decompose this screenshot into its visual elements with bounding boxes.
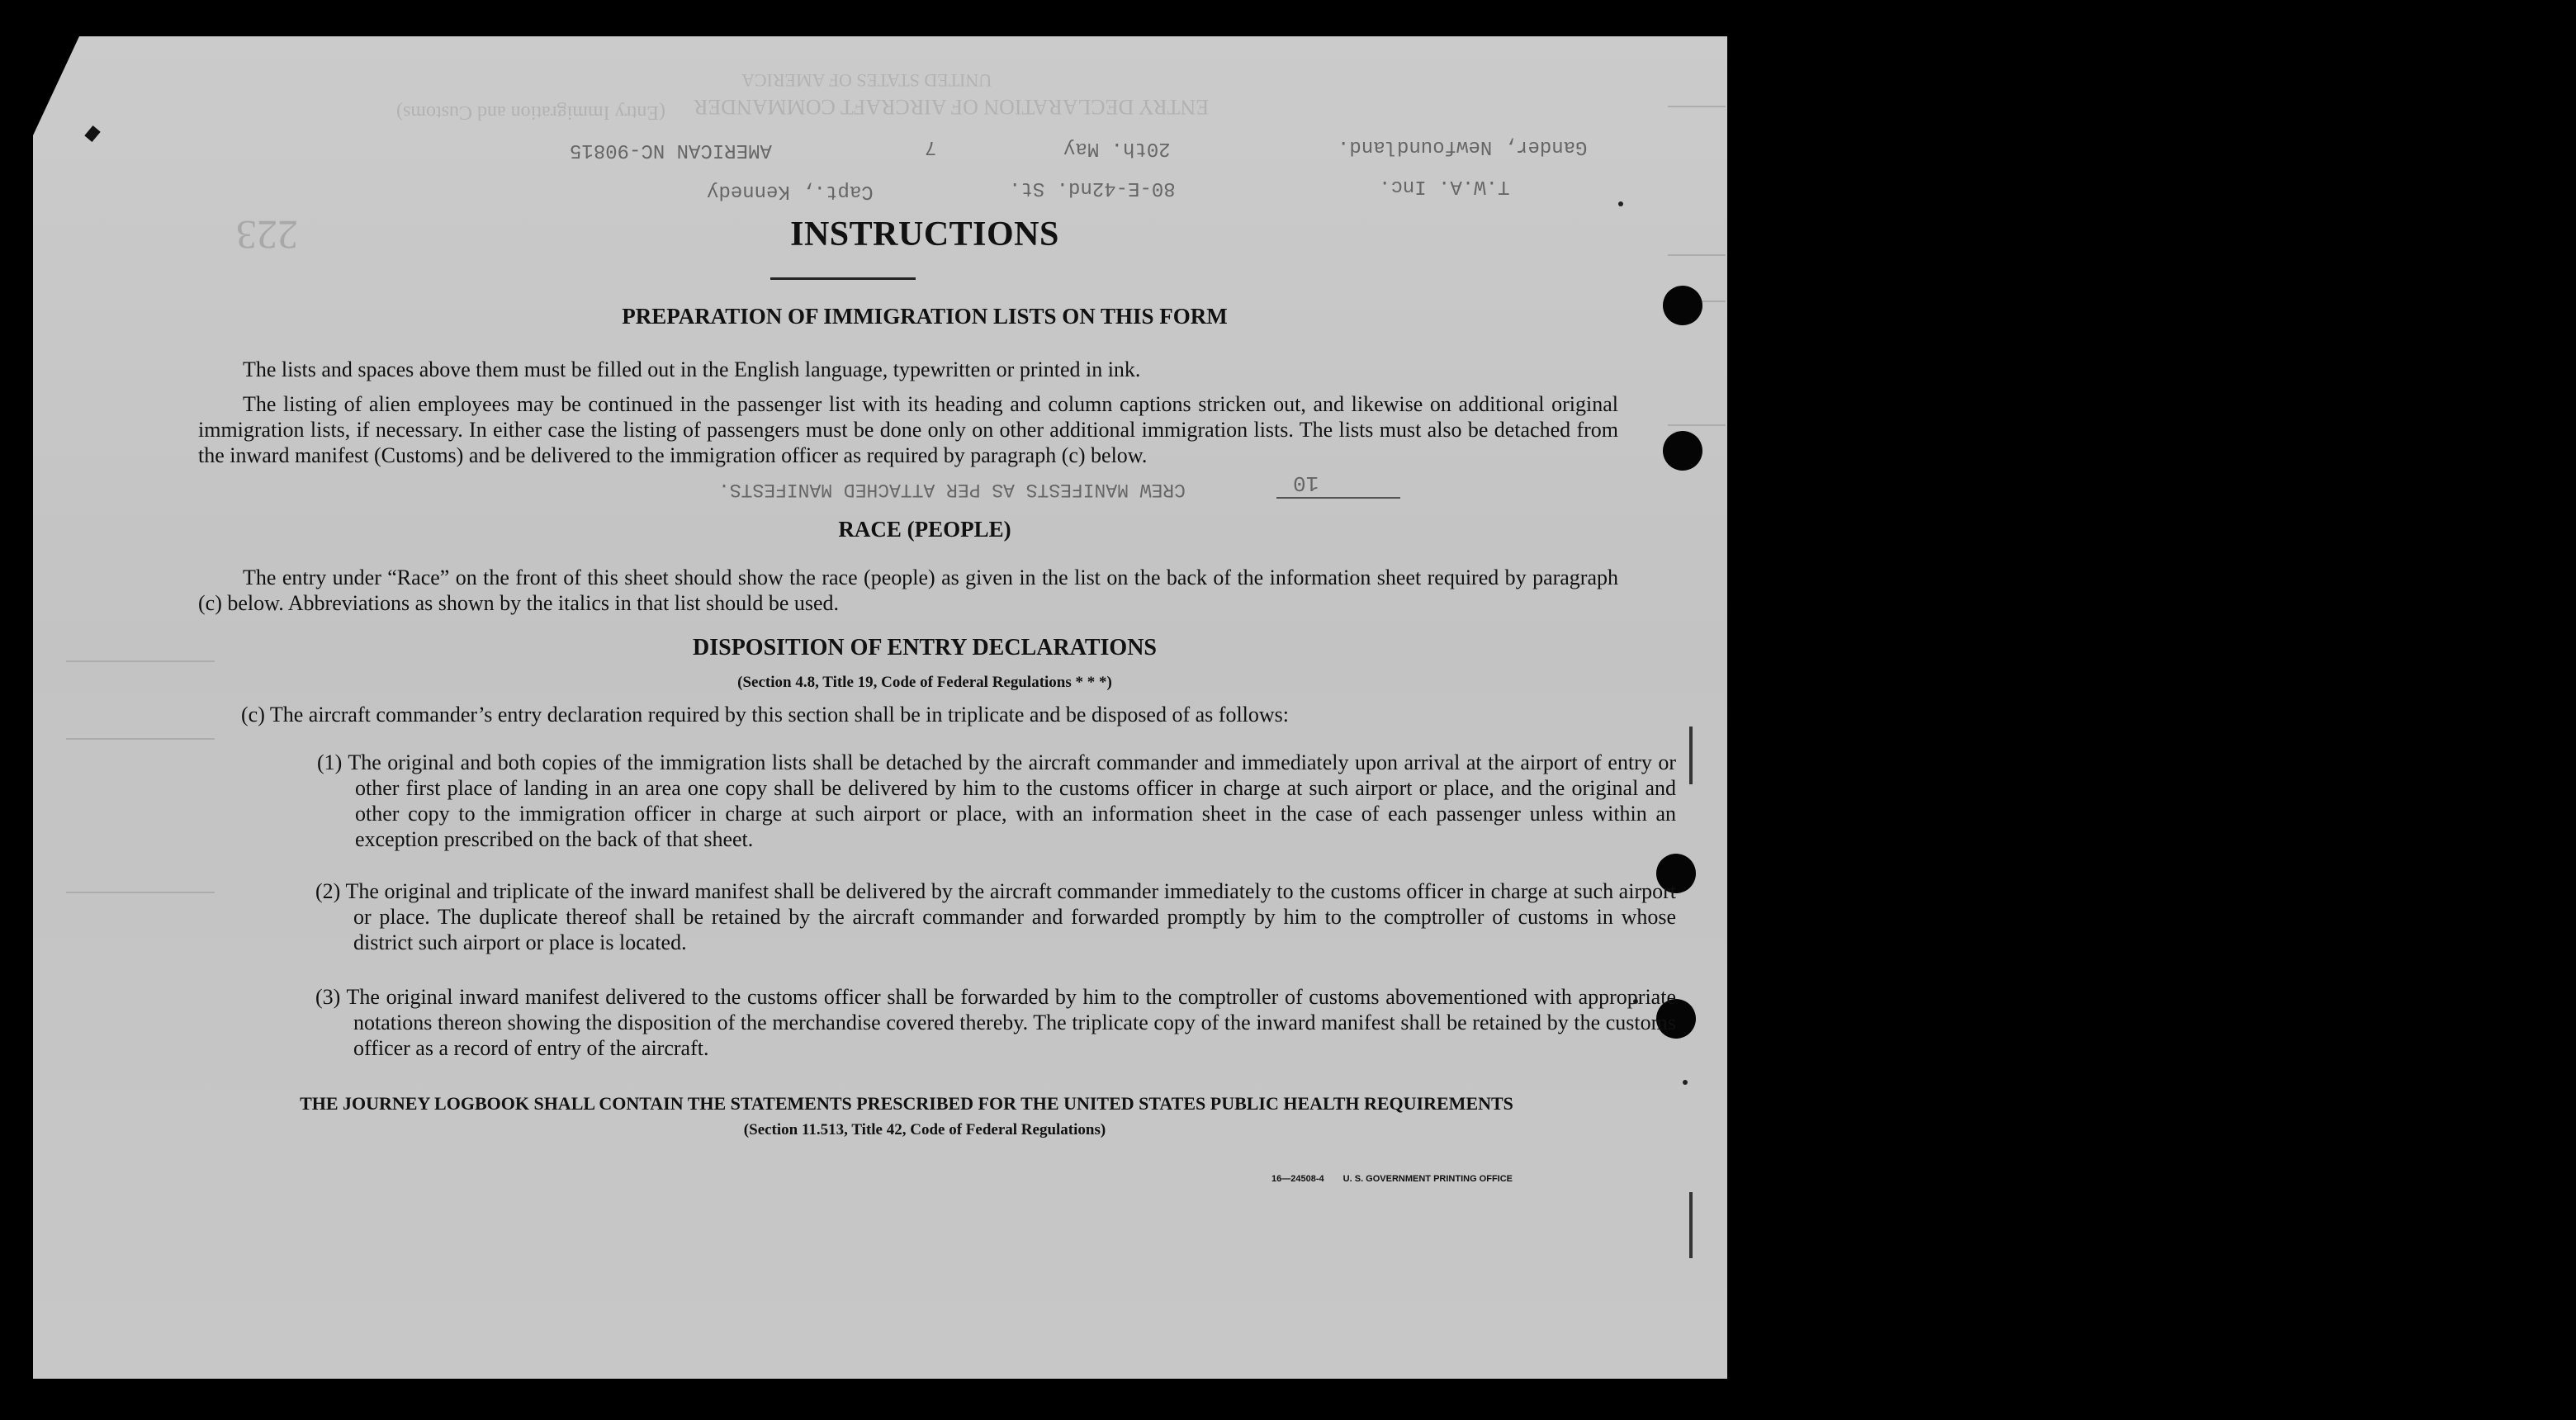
- logbook-citation: (Section 11.513, Title 42, Code of Federal Regulations): [743, 1121, 1106, 1138]
- bleed-date: 20th. May: [1063, 137, 1171, 159]
- logbook-statement: THE JOURNEY LOGBOOK SHALL CONTAIN THE STATEMENTS PRESCRIBED FOR THE UNITED STATES PUBLIC HEALTH REQUIREMENTS: [300, 1093, 1513, 1114]
- bleed-rule: [1668, 106, 1726, 107]
- speck: [1618, 201, 1623, 206]
- bleed-country: UNITED STATES OF AMERICA: [741, 70, 992, 91]
- bleed-address: 80-E-42nd. St.: [1009, 177, 1176, 199]
- bleed-rule: [66, 738, 215, 740]
- bleed-page-number: 223: [236, 212, 298, 258]
- bleed-form-title: ENTRY DECLARATION OF AIRCRAFT COMMANDER: [694, 95, 1210, 119]
- printer-name: U. S. GOVERNMENT PRINTING OFFICE: [1342, 1174, 1513, 1184]
- page-title: INSTRUCTIONS: [790, 215, 1059, 253]
- disposition-intro: (c) The aircraft commander’s entry declaration required by this section shall be in triplicate and be disposed of as follows:: [241, 703, 1290, 727]
- disposition-item-1: (1) The original and both copies of the immigration lists shall be detached by the aircraft commander and immediately upon arrival at the airport of entry or other first place of landing in an area one copy shall be delivered by him to the customs officer in charge at such airport or place, and the original and other copy to the immigration officer in charge at such airport or place, with an information sheet in the case of each passenger unless within an exception prescribed on the back of that sheet.: [317, 750, 1676, 851]
- bleed-rule: [66, 892, 215, 893]
- title-underline: [770, 277, 916, 280]
- preparation-paragraph-2: The listing of alien employees may be continued in the passenger list with its heading and column captions stricken out, and likewise on additional original immigration lists, if necessary. In either case the listing of passengers must be done only on other additional immigration lists. The lists must also be detached from the inward manifest (Customs) and be delivered to the immigration officer as required by paragraph (c) below.: [198, 392, 1618, 467]
- clipped-corner: [33, 36, 79, 135]
- bleed-commander: Capt., Kennedy: [707, 180, 874, 202]
- speck: [1683, 1080, 1688, 1085]
- bleed-underline: [1276, 497, 1400, 499]
- bleed-rule: [1668, 424, 1726, 426]
- form-number: 16—24508-4: [1271, 1174, 1324, 1184]
- section-heading-race: RACE (PEOPLE): [838, 517, 1011, 542]
- disposition-item-2: (2) The original and triplicate of the inward manifest shall be delivered by the aircraft commander immediately to the customs officer in charge at such airport or place. The duplicate thereof shall be retained by the aircraft commander and forwarded promptly by him to the comptroller of customs in whose district such airport or place is located.: [315, 879, 1676, 954]
- bleed-subtitle: (Entry Immigration and Customs): [396, 102, 665, 123]
- bleed-aircraft: AMERICAN NC-90815: [570, 139, 772, 161]
- document-page: [33, 36, 1727, 1379]
- bleed-count: 10: [1293, 471, 1319, 495]
- bleed-crew-note: CREW MANIFESTS AS PER ATTACHED MANIFESTS.: [718, 479, 1186, 500]
- section-heading-preparation: PREPARATION OF IMMIGRATION LISTS ON THIS FORM: [622, 304, 1228, 329]
- bleed-rule: [1668, 254, 1726, 256]
- preparation-paragraph-1: [198, 357, 1618, 382]
- race-paragraph: The entry under “Race” on the front of this sheet should show the race (people) as given in the list on the back of the information sheet required by paragraph (c) below. Abbreviations as shown by the italics in that list should be used.: [198, 566, 1618, 615]
- edge-tick: [1689, 1192, 1693, 1258]
- disposition-citation: (Section 4.8, Title 19, Code of Federal Regulations * * *): [737, 674, 1112, 691]
- edge-tick: [1689, 727, 1693, 784]
- bleed-location: Gander, Newfoundland.: [1338, 135, 1588, 158]
- printer-imprint: [1271, 1174, 1529, 1184]
- bleed-day: 7: [925, 135, 937, 158]
- preparation-text-1: The lists and spaces above them must be filled out in the English language, typewritten or printed in ink.: [243, 357, 1141, 381]
- corner-mark: [84, 125, 100, 142]
- disposition-item-3: (3) The original inward manifest delivered to the customs officer shall be forwarded by him to the comptroller of customs abovementioned with appropriate notations thereon showing the disposition of the merchandise covered thereby. The triplicate copy of the inward manifest shall be retained by the customs officer as a record of entry of the aircraft.: [315, 985, 1676, 1060]
- bleed-company: T.W.A. Inc.: [1379, 175, 1510, 197]
- punch-hole: [1663, 431, 1702, 471]
- section-heading-disposition: DISPOSITION OF ENTRY DECLARATIONS: [693, 635, 1157, 660]
